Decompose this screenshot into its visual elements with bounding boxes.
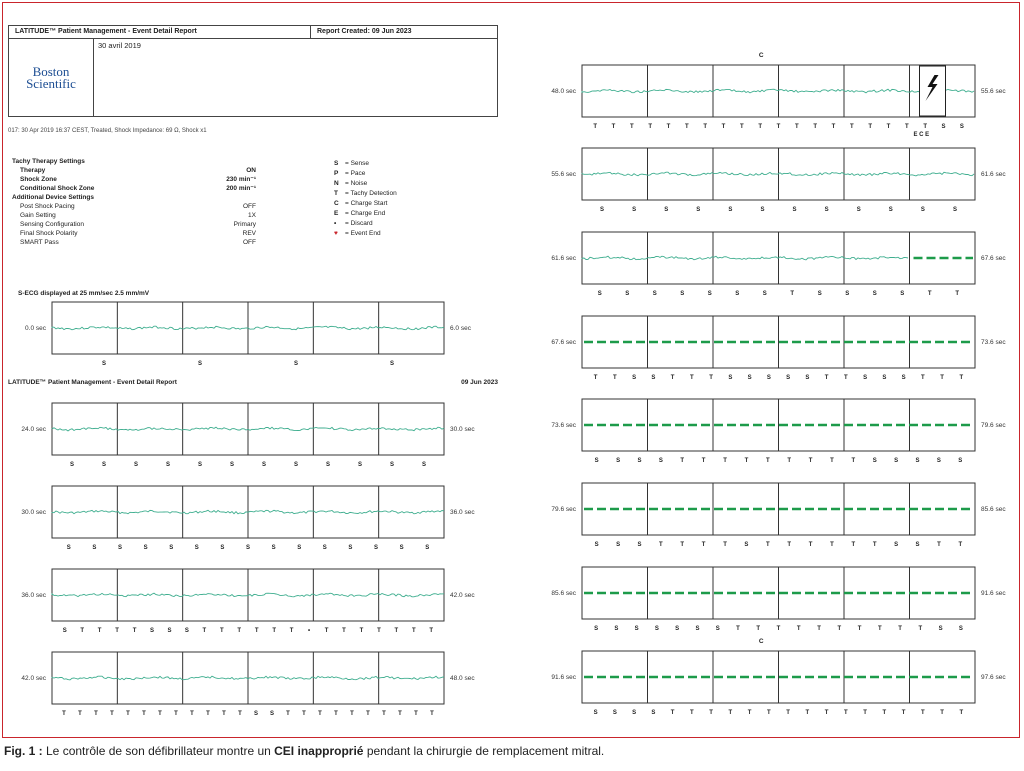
marker-label: T xyxy=(844,375,848,381)
marker-label: T xyxy=(959,375,964,381)
marker-label: T xyxy=(272,628,277,634)
marker-label: T xyxy=(411,628,416,634)
strip-start-label: 91.6 sec xyxy=(551,674,576,681)
marker-label: S xyxy=(762,291,767,297)
secg-label: S-ECG displayed at 25 mm/sec 2.5 mm/mV xyxy=(18,290,150,297)
marker-label: T xyxy=(202,628,207,634)
marker-label: S xyxy=(322,545,327,551)
marker-label: T xyxy=(222,711,226,717)
marker-label: T xyxy=(955,291,960,297)
strip-end-label: 73.6 sec xyxy=(981,339,1006,346)
marker-label: S xyxy=(637,542,642,548)
legend-item: T = Tachy Detection xyxy=(334,190,397,197)
marker-label: T xyxy=(648,124,653,130)
marker-label: S xyxy=(901,375,906,381)
marker-label: E C E xyxy=(913,132,930,138)
heart-icon: ♥ xyxy=(334,230,338,237)
marker-label: S xyxy=(888,207,893,213)
marker-label: T xyxy=(817,626,821,632)
marker-label: T xyxy=(414,711,418,717)
strip-end-label: 85.6 sec xyxy=(981,506,1006,513)
additional-header: Additional Device Settings xyxy=(12,194,94,201)
marker-label: T xyxy=(776,626,781,632)
marker-label: S xyxy=(149,628,155,634)
marker-label: S xyxy=(786,375,791,381)
marker-label: S xyxy=(675,626,680,632)
marker-label: S xyxy=(936,458,941,464)
marker-label: S xyxy=(92,545,97,551)
marker-label: S xyxy=(348,545,353,551)
marker-label: T xyxy=(747,710,752,716)
marker-label: S xyxy=(632,710,637,716)
marker-label: S xyxy=(184,628,189,634)
marker-label: T xyxy=(723,458,727,464)
legend-item: • = Discard xyxy=(334,220,373,227)
marker-label: T xyxy=(940,375,944,381)
marker-label: T xyxy=(824,375,829,381)
marker-label: S xyxy=(747,375,752,381)
marker-label: T xyxy=(377,628,381,634)
marker-label: T xyxy=(830,542,834,548)
marker-label: T xyxy=(62,711,66,717)
marker-label: T xyxy=(765,542,770,548)
marker-label: T xyxy=(429,628,434,634)
ecg-trace xyxy=(582,256,908,260)
marker-label: S xyxy=(863,375,868,381)
marker-label: T xyxy=(736,626,740,632)
marker-label: T xyxy=(430,711,434,717)
marker-label: S xyxy=(425,545,430,551)
marker-label: S xyxy=(421,462,427,468)
marker-label: T xyxy=(666,124,671,130)
marker-label: S xyxy=(744,542,749,548)
marker-label: T xyxy=(659,542,663,548)
marker-label: T xyxy=(851,542,856,548)
report-title: LATITUDE™ Patient Management - Event Detail Report xyxy=(9,26,311,38)
marker-label: S xyxy=(594,626,599,632)
marker-label: S xyxy=(399,545,404,551)
marker-label: T xyxy=(805,710,810,716)
marker-label: T xyxy=(787,458,792,464)
marker-label: S xyxy=(760,207,765,213)
strip-start-label: 79.6 sec xyxy=(551,506,576,513)
marker-label: T xyxy=(366,711,370,717)
marker-label: T xyxy=(886,124,891,130)
strip-end-label: 42.0 sec xyxy=(450,592,475,599)
marker-label: T xyxy=(851,458,856,464)
marker-label: T xyxy=(142,711,146,717)
marker-label: S xyxy=(101,462,107,468)
marker-label: S xyxy=(651,375,656,381)
marker-label: S xyxy=(958,458,963,464)
strip-start-label: 48.0 sec xyxy=(551,88,576,95)
strip-end-label: 6.0 sec xyxy=(450,325,471,332)
boston-scientific-logo: Boston Scientific xyxy=(9,39,94,117)
report-created: Report Created: 09 Jun 2023 xyxy=(317,28,412,35)
marker-label: T xyxy=(350,711,354,717)
legend-item: ♥ = Event End xyxy=(334,230,381,237)
marker-label: T xyxy=(837,626,842,632)
strip-start-label: 85.6 sec xyxy=(551,590,576,597)
marker-label: T xyxy=(334,711,338,717)
marker-label: T xyxy=(701,542,706,548)
marker-label: T xyxy=(318,711,322,717)
marker-label: T xyxy=(126,711,130,717)
marker-label: T xyxy=(206,711,210,717)
marker-label: S xyxy=(297,545,302,551)
marker-label: S xyxy=(229,462,235,468)
marker-label: S xyxy=(959,124,964,130)
marker-label: S xyxy=(594,542,599,548)
marker-label: T xyxy=(110,711,114,717)
marker-label: T xyxy=(830,458,834,464)
marker-label: S xyxy=(293,462,299,468)
marker-label: T xyxy=(238,711,242,717)
legend-item: E = Charge End xyxy=(334,210,386,217)
marker-label: S xyxy=(600,207,605,213)
marker-label: S xyxy=(66,545,71,551)
marker-label: T xyxy=(921,375,925,381)
marker-label: T xyxy=(877,626,882,632)
strip-start-label: 0.0 sec xyxy=(25,325,46,332)
marker-label: T xyxy=(958,542,963,548)
marker-label: T xyxy=(794,124,799,130)
strip-end-label: 55.6 sec xyxy=(981,88,1006,95)
marker-label: S xyxy=(707,291,712,297)
marker-label: T xyxy=(868,124,873,130)
marker-label: T xyxy=(684,124,689,130)
marker-label: T xyxy=(808,542,813,548)
second-header: LATITUDE™ Patient Management - Event Detail Report 09 Jun 2023 xyxy=(8,379,498,386)
marker-label: S xyxy=(616,458,621,464)
marker-label: T xyxy=(796,626,801,632)
marker-label: S xyxy=(632,375,637,381)
marker-label: T xyxy=(670,710,675,716)
marker-label: S xyxy=(69,462,75,468)
strip-end-label: 30.0 sec xyxy=(450,426,475,433)
marker-label: T xyxy=(765,458,770,464)
marker-label: S xyxy=(792,207,797,213)
marker-label: S xyxy=(680,291,685,297)
marker-label: S xyxy=(194,545,199,551)
marker-label: S xyxy=(616,542,621,548)
marker-label: T xyxy=(898,626,902,632)
marker-label: T xyxy=(394,628,399,634)
marker-label: S xyxy=(594,458,599,464)
marker-label: T xyxy=(758,124,763,130)
strip-end-label: 61.6 sec xyxy=(981,171,1006,178)
marker-label: S xyxy=(261,462,267,468)
marker-label: S xyxy=(920,207,925,213)
marker-label: S xyxy=(872,291,877,297)
marker-label: S xyxy=(197,361,203,367)
marker-label: S xyxy=(952,207,957,213)
marker-label: T xyxy=(237,628,242,634)
marker-label: S xyxy=(728,375,733,381)
tachy-header: Tachy Therapy Settings xyxy=(12,158,85,165)
marker-label: C xyxy=(758,638,764,645)
strip-end-label: 97.6 sec xyxy=(981,674,1006,681)
marker-label: T xyxy=(937,542,941,548)
marker-label: S xyxy=(325,462,331,468)
marker-label: S xyxy=(695,626,700,632)
marker-label: S xyxy=(651,710,656,716)
marker-label: T xyxy=(174,711,178,717)
marker-label: S xyxy=(658,458,663,464)
marker-label: T xyxy=(286,711,290,717)
marker-label: S xyxy=(728,207,733,213)
legend-item: N = Noise xyxy=(334,180,368,187)
marker-label: S xyxy=(654,626,659,632)
marker-label: S xyxy=(637,458,642,464)
marker-label: S xyxy=(958,626,963,632)
marker-label: T xyxy=(959,710,964,716)
marker-label: S xyxy=(197,462,203,468)
marker-label: T xyxy=(813,124,818,130)
marker-label: S xyxy=(269,711,275,717)
marker-label: T xyxy=(382,711,386,717)
marker-label: T xyxy=(904,124,909,130)
strip-end-label: 48.0 sec xyxy=(450,675,475,682)
marker-label: T xyxy=(78,711,82,717)
strip-start-label: 24.0 sec xyxy=(21,426,46,433)
marker-label: S xyxy=(143,545,148,551)
marker-label: T xyxy=(927,291,932,297)
marker-label: T xyxy=(593,375,598,381)
marker-label: S xyxy=(766,375,771,381)
strip-start-label: 30.0 sec xyxy=(21,509,46,516)
marker-label: T xyxy=(680,542,685,548)
marker-label: S xyxy=(915,542,920,548)
marker-label: T xyxy=(767,710,771,716)
legend-item: C = Charge Start xyxy=(334,200,388,207)
marker-label: T xyxy=(690,710,694,716)
marker-label: T xyxy=(787,542,792,548)
marker-label: S xyxy=(612,710,617,716)
marker-label: T xyxy=(398,711,402,717)
marker-label: T xyxy=(190,711,194,717)
marker-label: S xyxy=(357,462,363,468)
marker-label: S xyxy=(593,710,598,716)
marker-label: T xyxy=(824,710,829,716)
strip-end-label: 36.0 sec xyxy=(450,509,475,516)
marker-label: T xyxy=(728,710,733,716)
marker-label: S xyxy=(62,628,67,634)
marker-label: S xyxy=(894,542,899,548)
marker-label: T xyxy=(703,124,708,130)
marker-label: S xyxy=(938,626,943,632)
marker-label: T xyxy=(80,628,85,634)
marker-label: T xyxy=(158,711,162,717)
marker-label: S xyxy=(872,458,877,464)
report-date: 30 avril 2019 xyxy=(98,41,141,50)
marker-label: S xyxy=(941,124,946,130)
marker-label: T xyxy=(289,628,294,634)
marker-label: T xyxy=(219,628,224,634)
marker-label: T xyxy=(629,124,634,130)
strip-start-label: 36.0 sec xyxy=(21,592,46,599)
marker-label: T xyxy=(923,124,928,130)
marker-label: S xyxy=(715,626,720,632)
marker-label: C xyxy=(758,52,764,59)
marker-label: T xyxy=(611,124,616,130)
marker-label: S xyxy=(882,375,887,381)
marker-label: T xyxy=(831,124,836,130)
marker-label: T xyxy=(744,458,749,464)
marker-label: T xyxy=(324,628,329,634)
strip-end-label: 67.6 sec xyxy=(981,255,1006,262)
marker-label: S xyxy=(271,545,276,551)
marker-label: S xyxy=(133,462,139,468)
marker-label: T xyxy=(132,628,137,634)
marker-label: S xyxy=(696,207,701,213)
marker-label: S xyxy=(169,545,174,551)
marker-label: S xyxy=(253,711,259,717)
marker-label: T xyxy=(940,710,944,716)
marker-label: T xyxy=(613,375,617,381)
marker-label: T xyxy=(901,710,906,716)
marker-label: T xyxy=(302,711,306,717)
marker-label: S xyxy=(805,375,810,381)
marker-label: T xyxy=(342,628,346,634)
marker-label: S xyxy=(165,462,171,468)
marker-label: S xyxy=(389,462,395,468)
marker-label: S xyxy=(900,291,905,297)
strip-start-label: 73.6 sec xyxy=(551,422,576,429)
strip-start-label: 55.6 sec xyxy=(551,171,576,178)
strip-start-label: 42.0 sec xyxy=(21,675,46,682)
marker-label: S xyxy=(389,361,395,367)
marker-label: T xyxy=(94,711,98,717)
marker-label: T xyxy=(670,375,675,381)
strip-end-label: 79.6 sec xyxy=(981,422,1006,429)
marker-label: S xyxy=(220,545,225,551)
marker-label: S xyxy=(915,458,920,464)
marker-label: S xyxy=(735,291,740,297)
marker-label: • xyxy=(308,628,311,634)
marker-label: S xyxy=(824,207,829,213)
marker-label: T xyxy=(709,710,713,716)
marker-label: S xyxy=(634,626,639,632)
marker-label: T xyxy=(756,626,761,632)
marker-label: S xyxy=(293,361,299,367)
marker-label: T xyxy=(921,710,925,716)
marker-label: T xyxy=(872,542,877,548)
marker-label: T xyxy=(721,124,726,130)
marker-label: T xyxy=(844,710,848,716)
marker-label: T xyxy=(680,458,685,464)
marker-label: T xyxy=(808,458,813,464)
marker-label: S xyxy=(625,291,630,297)
marker-label: T xyxy=(701,458,706,464)
marker-label: T xyxy=(882,710,887,716)
marker-label: S xyxy=(614,626,619,632)
marker-label: T xyxy=(709,375,713,381)
strip-end-label: 91.6 sec xyxy=(981,590,1006,597)
marker-label: T xyxy=(790,291,795,297)
marker-label: T xyxy=(776,124,781,130)
marker-label: S xyxy=(101,361,107,367)
marker-label: T xyxy=(359,628,364,634)
legend-item: P = Pace xyxy=(334,170,366,177)
marker-label: S xyxy=(597,291,602,297)
marker-label: S xyxy=(373,545,379,551)
marker-label: T xyxy=(918,626,923,632)
marker-label: S xyxy=(845,291,850,297)
device-settings: Tachy Therapy Settings Therapy ON Shock Zone 230 min⁻¹ Conditional Shock Zone 200 min⁻¹ Additional Device Settings Post Shock Pacing OFF Gain Setting 1X Sensing Configuration Primary Final Shock Polarity REV SMART Pass OFF xyxy=(12,158,256,246)
marker-label: T xyxy=(723,542,727,548)
event-summary: 017: 30 Apr 2019 16:37 CEST, Treated, Shock Impedance: 69 Ω, Shock x1 xyxy=(8,128,207,134)
marker-label: S xyxy=(817,291,822,297)
marker-label: S xyxy=(894,458,899,464)
legend-item: S = Sense xyxy=(334,160,370,167)
marker-label: S xyxy=(245,545,251,551)
marker-label: S xyxy=(117,545,123,551)
marker-label: T xyxy=(97,628,102,634)
marker-label: S xyxy=(652,291,657,297)
marker-label: S xyxy=(167,628,172,634)
marker-label: S xyxy=(664,207,669,213)
marker-label: T xyxy=(593,124,598,130)
marker-label: T xyxy=(115,628,119,634)
marker-label: T xyxy=(863,710,867,716)
strip-start-label: 61.6 sec xyxy=(551,255,576,262)
strip-start-label: 67.6 sec xyxy=(551,339,576,346)
marker-label: T xyxy=(254,628,259,634)
marker-label: T xyxy=(786,710,790,716)
marker-label: S xyxy=(856,207,861,213)
marker-label: T xyxy=(739,124,744,130)
marker-label: T xyxy=(857,626,862,632)
figure-caption: Fig. 1 : Le contrôle de son défibrillateur montre un CEI inapproprié pendant la chirurgie de remplacement mitral. xyxy=(4,744,605,758)
marker-label: T xyxy=(690,375,694,381)
marker-label: T xyxy=(849,124,854,130)
marker-label: S xyxy=(632,207,637,213)
